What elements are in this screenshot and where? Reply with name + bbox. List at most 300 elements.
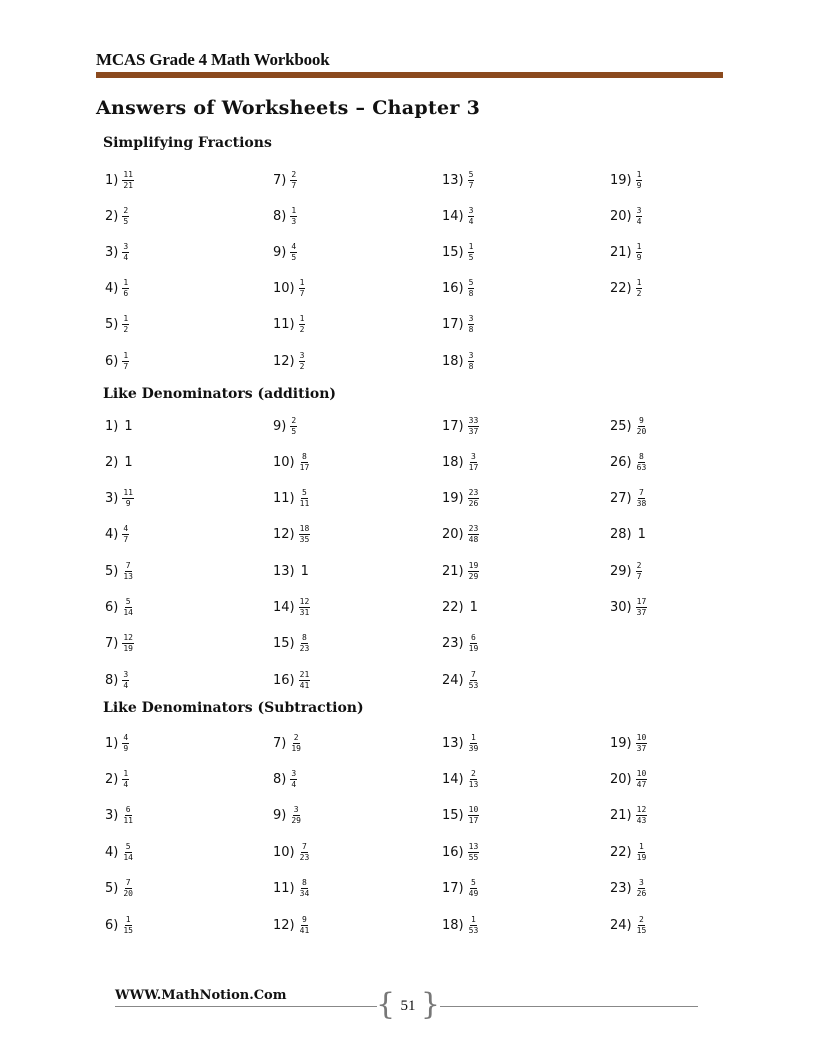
answer-number: 23) — [442, 636, 464, 652]
fraction-denominator: 9 — [123, 743, 129, 753]
fraction-numerator: 8 — [302, 633, 307, 643]
answer-fraction — [468, 805, 480, 826]
answer-value: 1 — [637, 527, 646, 543]
answer-item — [442, 349, 474, 373]
answer-number: 10) — [273, 454, 295, 470]
answer-fraction — [636, 206, 643, 227]
answer-item — [273, 450, 310, 474]
fraction-denominator: 11 — [299, 499, 310, 509]
answer-fraction — [468, 170, 475, 191]
fraction-denominator: 19 — [291, 743, 301, 753]
fraction-denominator: 7 — [299, 289, 305, 299]
fraction-denominator: 26 — [636, 889, 647, 899]
answer-fraction — [468, 842, 480, 863]
answer-fraction — [468, 769, 480, 790]
answer-fraction — [636, 242, 643, 263]
answer-fraction — [299, 278, 306, 299]
fraction-numerator: 5 — [302, 488, 307, 498]
fraction-denominator: 17 — [468, 816, 479, 826]
fraction-numerator: 1 — [471, 732, 476, 742]
answer-fraction — [122, 488, 134, 509]
answer-item — [105, 523, 129, 547]
fraction-numerator: 2 — [636, 560, 642, 570]
answer-item — [273, 731, 302, 755]
answer-number: 11) — [273, 491, 295, 507]
answer-item — [273, 877, 310, 901]
fraction-numerator: 9 — [302, 914, 307, 924]
footer-website: WWW.MathNotion.Com — [115, 988, 287, 1003]
fraction-numerator: 1 — [636, 169, 642, 179]
fraction-denominator: 19 — [468, 644, 479, 654]
fraction-numerator: 3 — [291, 768, 297, 778]
answer-fraction — [636, 769, 648, 790]
answer-item — [273, 804, 302, 828]
answer-number: 22) — [442, 600, 464, 615]
fraction-denominator: 26 — [468, 499, 479, 509]
answer-fraction — [290, 242, 297, 263]
fraction-denominator: 17 — [299, 462, 310, 472]
answer-item — [610, 523, 646, 547]
answer-number: 22) — [610, 844, 632, 860]
answer-item — [442, 668, 479, 692]
answer-number: 21) — [610, 244, 632, 260]
fraction-numerator: 5 — [468, 278, 474, 288]
fraction-numerator: 12 — [299, 597, 310, 606]
fraction-denominator: 37 — [468, 426, 479, 436]
fraction-numerator: 2 — [123, 205, 129, 215]
answer-item — [105, 877, 134, 901]
answer-fraction — [636, 170, 643, 191]
answer-fraction — [468, 733, 480, 754]
answer-item — [273, 668, 310, 692]
fraction-denominator: 7 — [291, 180, 297, 190]
answer-item — [442, 240, 474, 264]
answer-item — [105, 668, 129, 692]
footer-rule-left — [115, 1006, 377, 1007]
left-brace: { — [376, 987, 396, 1022]
right-brace: } — [420, 987, 440, 1022]
answer-number: 14) — [442, 208, 464, 224]
footer-rule-right — [440, 1006, 698, 1007]
answer-fraction — [636, 452, 648, 473]
answer-fraction — [299, 670, 311, 691]
fraction-numerator: 3 — [123, 669, 129, 679]
fraction-denominator: 5 — [468, 252, 474, 262]
answer-value: 1 — [124, 454, 133, 470]
fraction-numerator: 7 — [125, 560, 131, 570]
fraction-numerator: 33 — [468, 415, 479, 425]
answer-number: 14) — [273, 600, 295, 615]
fraction-numerator: 10 — [636, 732, 647, 742]
answer-item — [105, 168, 134, 192]
answer-fraction — [299, 351, 306, 372]
answer-fraction — [299, 314, 306, 335]
fraction-denominator: 8 — [468, 361, 474, 371]
header-divider — [96, 72, 723, 78]
answer-number: 17) — [442, 881, 464, 897]
answer-item — [105, 596, 134, 620]
answer-number: 24) — [442, 672, 464, 688]
fraction-numerator: 3 — [468, 205, 474, 215]
fraction-denominator: 48 — [468, 535, 479, 545]
fraction-numerator: 7 — [639, 488, 644, 498]
fraction-denominator: 37 — [636, 743, 647, 753]
answer-item — [273, 840, 310, 864]
answer-fraction — [122, 633, 134, 654]
answer-item — [273, 559, 309, 583]
answer-item — [610, 450, 647, 474]
fraction-numerator: 3 — [636, 205, 642, 215]
fraction-denominator: 38 — [636, 499, 647, 509]
fraction-numerator: 1 — [125, 914, 131, 924]
fraction-denominator: 37 — [636, 608, 647, 617]
fraction-numerator: 3 — [299, 350, 305, 360]
answer-fraction — [290, 805, 302, 826]
fraction-numerator: 1 — [291, 205, 297, 215]
fraction-numerator: 11 — [123, 488, 133, 498]
fraction-numerator: 3 — [468, 314, 474, 324]
fraction-numerator: 21 — [299, 669, 310, 679]
answer-item — [442, 913, 479, 937]
answer-item — [105, 204, 129, 228]
answer-item — [610, 240, 642, 264]
page-number-box — [376, 987, 440, 1024]
fraction-denominator: 7 — [123, 361, 129, 371]
answer-number: 29) — [610, 563, 632, 579]
answer-fraction — [122, 769, 129, 790]
fraction-denominator: 2 — [299, 325, 305, 335]
answer-fraction — [290, 170, 297, 191]
fraction-numerator: 6 — [471, 633, 476, 643]
answer-fraction — [468, 878, 480, 899]
fraction-numerator: 2 — [291, 415, 297, 425]
answer-item — [610, 204, 642, 228]
answer-fraction — [636, 842, 648, 863]
answer-item — [610, 596, 647, 620]
answer-value: 1 — [469, 600, 478, 615]
answer-number: 27) — [610, 491, 632, 507]
answer-number: 4) — [105, 281, 119, 297]
answer-item — [273, 168, 297, 192]
fraction-denominator: 11 — [123, 816, 133, 826]
answer-item — [610, 877, 647, 901]
fraction-denominator: 55 — [468, 852, 479, 862]
fraction-denominator: 29 — [468, 571, 479, 581]
answer-fraction — [468, 206, 475, 227]
answer-number: 13) — [273, 563, 295, 579]
answer-number: 19) — [610, 735, 632, 751]
answer-fraction — [290, 206, 297, 227]
answer-fraction — [468, 633, 480, 654]
answer-number: 2) — [105, 208, 119, 224]
fraction-denominator: 9 — [636, 252, 642, 262]
fraction-denominator: 15 — [123, 925, 133, 935]
fraction-denominator: 2 — [299, 361, 305, 371]
fraction-denominator: 14 — [123, 852, 133, 862]
fraction-denominator: 20 — [636, 426, 647, 436]
answer-item — [105, 632, 134, 656]
answer-number: 8) — [273, 771, 287, 787]
fraction-denominator: 8 — [468, 325, 474, 335]
answer-number: 11) — [273, 317, 295, 333]
answer-number: 12) — [273, 353, 295, 369]
answer-item — [105, 559, 134, 583]
answer-number: 1) — [105, 418, 119, 434]
fraction-denominator: 39 — [468, 743, 479, 753]
answer-fraction — [468, 278, 475, 299]
answer-number: 23) — [610, 881, 632, 897]
answer-fraction — [299, 633, 311, 654]
fraction-denominator: 35 — [299, 535, 310, 545]
fraction-denominator: 43 — [636, 816, 647, 826]
fraction-numerator: 2 — [639, 914, 644, 924]
answer-item — [273, 313, 305, 337]
answer-fraction — [122, 206, 129, 227]
answer-number: 17) — [442, 317, 464, 333]
fraction-numerator: 3 — [468, 350, 474, 360]
fraction-denominator: 34 — [299, 889, 310, 899]
fraction-numerator: 5 — [125, 841, 131, 851]
answer-item — [273, 767, 297, 791]
fraction-numerator: 2 — [471, 768, 476, 778]
answer-number: 7) — [105, 636, 119, 652]
fraction-numerator: 5 — [125, 597, 131, 606]
fraction-denominator: 13 — [468, 779, 479, 789]
fraction-denominator: 7 — [468, 180, 474, 190]
fraction-numerator: 2 — [291, 169, 297, 179]
answer-item — [610, 487, 647, 511]
answer-number: 26) — [610, 454, 632, 470]
answer-fraction — [299, 488, 311, 509]
fraction-numerator: 8 — [302, 451, 307, 461]
answer-number: 6) — [105, 353, 119, 369]
answer-number: 18) — [442, 454, 464, 470]
fraction-numerator: 7 — [471, 669, 476, 679]
answer-number: 2) — [105, 771, 119, 787]
answer-number: 7) — [273, 172, 287, 188]
answer-number: 9) — [273, 418, 287, 434]
answer-number: 1) — [105, 172, 119, 188]
answer-number: 3) — [105, 491, 119, 507]
answer-fraction — [122, 597, 134, 618]
answer-item — [442, 731, 479, 755]
answer-item — [610, 168, 642, 192]
answer-fraction — [636, 915, 648, 936]
section-title: Like Denominators (addition) — [103, 386, 337, 402]
answer-number: 6) — [105, 917, 119, 933]
fraction-numerator: 13 — [468, 841, 479, 851]
answer-fraction — [468, 242, 475, 263]
answer-number: 8) — [273, 208, 287, 224]
answer-item — [442, 877, 479, 901]
fraction-denominator: 53 — [468, 680, 479, 690]
answer-number: 4) — [105, 527, 119, 543]
answer-number: 12) — [273, 917, 295, 933]
fraction-numerator: 4 — [291, 241, 297, 251]
answer-item — [610, 731, 647, 755]
fraction-numerator: 1 — [123, 350, 129, 360]
answer-number: 19) — [610, 172, 632, 188]
answer-item — [105, 450, 133, 474]
answer-number: 30) — [610, 600, 632, 615]
answer-fraction — [290, 416, 297, 437]
fraction-denominator: 31 — [299, 608, 310, 617]
answer-item — [442, 559, 479, 583]
answer-item — [442, 313, 474, 337]
fraction-numerator: 3 — [639, 878, 644, 888]
fraction-denominator: 20 — [123, 889, 133, 899]
answer-fraction — [122, 278, 129, 299]
answer-number: 9) — [273, 244, 287, 260]
fraction-denominator: 23 — [299, 852, 310, 862]
fraction-numerator: 17 — [636, 597, 647, 606]
answer-fraction — [468, 314, 475, 335]
answer-fraction — [468, 524, 480, 545]
answer-number: 6) — [105, 600, 119, 615]
answer-fraction — [299, 878, 311, 899]
answer-item — [273, 204, 297, 228]
answer-fraction — [122, 314, 129, 335]
answer-item — [610, 913, 647, 937]
fraction-numerator: 1 — [123, 768, 129, 778]
fraction-numerator: 10 — [636, 768, 647, 778]
fraction-numerator: 5 — [471, 878, 476, 888]
answer-number: 2) — [105, 454, 119, 470]
fraction-numerator: 1 — [123, 278, 129, 288]
answer-item — [442, 414, 479, 438]
answer-fraction — [122, 733, 129, 754]
answer-fraction — [636, 878, 648, 899]
answer-fraction — [636, 805, 648, 826]
answer-item — [273, 913, 310, 937]
answer-item — [610, 840, 647, 864]
fraction-numerator: 6 — [125, 805, 131, 815]
answer-item — [273, 523, 310, 547]
fraction-denominator: 4 — [636, 216, 642, 226]
fraction-denominator: 47 — [636, 779, 647, 789]
fraction-denominator: 3 — [291, 216, 297, 226]
fraction-denominator: 4 — [123, 680, 129, 690]
answer-fraction — [468, 416, 480, 437]
answer-number: 5) — [105, 317, 119, 333]
fraction-denominator: 5 — [291, 426, 297, 436]
fraction-numerator: 1 — [123, 314, 129, 324]
answer-fraction — [636, 488, 648, 509]
workbook-title: MCAS Grade 4 Math Workbook — [96, 50, 330, 69]
fraction-numerator: 1 — [471, 914, 476, 924]
answer-number: 5) — [105, 881, 119, 897]
fraction-numerator: 7 — [302, 841, 307, 851]
answer-number: 28) — [610, 527, 632, 543]
fraction-denominator: 8 — [468, 289, 474, 299]
fraction-denominator: 4 — [123, 252, 129, 262]
answer-number: 11) — [273, 881, 295, 897]
answer-number: 13) — [442, 735, 464, 751]
answer-number: 15) — [273, 636, 295, 652]
fraction-numerator: 7 — [125, 878, 131, 888]
answer-fraction — [122, 670, 129, 691]
fraction-denominator: 6 — [123, 289, 129, 299]
fraction-numerator: 8 — [302, 878, 307, 888]
answer-item — [442, 487, 479, 511]
answer-number: 16) — [273, 672, 295, 688]
answer-number: 20) — [610, 771, 632, 787]
answer-number: 3) — [105, 244, 119, 260]
answer-value: 1 — [300, 563, 309, 579]
answer-number: 12) — [273, 527, 295, 543]
answer-fraction — [468, 351, 475, 372]
fraction-denominator: 2 — [636, 289, 642, 299]
fraction-denominator: 29 — [291, 816, 301, 826]
answer-fraction — [122, 878, 134, 899]
fraction-denominator: 4 — [291, 779, 297, 789]
fraction-numerator: 10 — [468, 805, 479, 815]
fraction-numerator: 11 — [123, 169, 133, 179]
answer-number: 16) — [442, 844, 464, 860]
fraction-denominator: 23 — [299, 644, 310, 654]
answer-item — [105, 313, 129, 337]
answer-fraction — [636, 416, 648, 437]
answer-number: 10) — [273, 281, 295, 297]
section-title: Like Denominators (Subtraction) — [103, 700, 364, 716]
answer-item — [442, 277, 474, 301]
fraction-numerator: 1 — [299, 314, 305, 324]
fraction-denominator: 4 — [468, 216, 474, 226]
fraction-numerator: 4 — [123, 524, 129, 534]
answer-item — [105, 414, 133, 438]
fraction-denominator: 63 — [636, 462, 647, 472]
answer-number: 20) — [442, 527, 464, 543]
fraction-denominator: 17 — [468, 462, 479, 472]
fraction-numerator: 3 — [123, 241, 129, 251]
fraction-denominator: 53 — [468, 925, 479, 935]
fraction-numerator: 23 — [468, 524, 479, 534]
answer-number: 17) — [442, 418, 464, 434]
answer-number: 25) — [610, 418, 632, 434]
answer-number: 3) — [105, 808, 119, 824]
page-number: 51 — [400, 998, 416, 1014]
page-title: Answers of Worksheets – Chapter 3 — [96, 97, 481, 119]
answer-number: 15) — [442, 244, 464, 260]
answer-item — [442, 804, 479, 828]
answer-number: 15) — [442, 808, 464, 824]
fraction-numerator: 1 — [636, 241, 642, 251]
answer-item — [442, 204, 474, 228]
answer-number: 24) — [610, 917, 632, 933]
fraction-denominator: 5 — [123, 216, 129, 226]
answer-fraction — [299, 524, 311, 545]
answer-fraction — [122, 805, 134, 826]
answer-number: 14) — [442, 771, 464, 787]
fraction-denominator: 7 — [123, 535, 129, 545]
fraction-numerator: 3 — [471, 451, 476, 461]
answer-item — [105, 804, 134, 828]
answer-fraction — [122, 842, 134, 863]
answer-number: 20) — [610, 208, 632, 224]
answer-number: 9) — [273, 808, 287, 824]
fraction-denominator: 19 — [636, 852, 647, 862]
section-title: Simplifying Fractions — [103, 135, 272, 151]
fraction-denominator: 4 — [123, 779, 129, 789]
fraction-denominator: 21 — [123, 180, 133, 190]
answer-fraction — [468, 452, 480, 473]
answer-item — [105, 767, 129, 791]
answer-item — [105, 240, 129, 264]
fraction-numerator: 1 — [468, 241, 474, 251]
answer-fraction — [122, 561, 134, 582]
fraction-numerator: 1 — [636, 278, 642, 288]
answer-item — [273, 414, 297, 438]
